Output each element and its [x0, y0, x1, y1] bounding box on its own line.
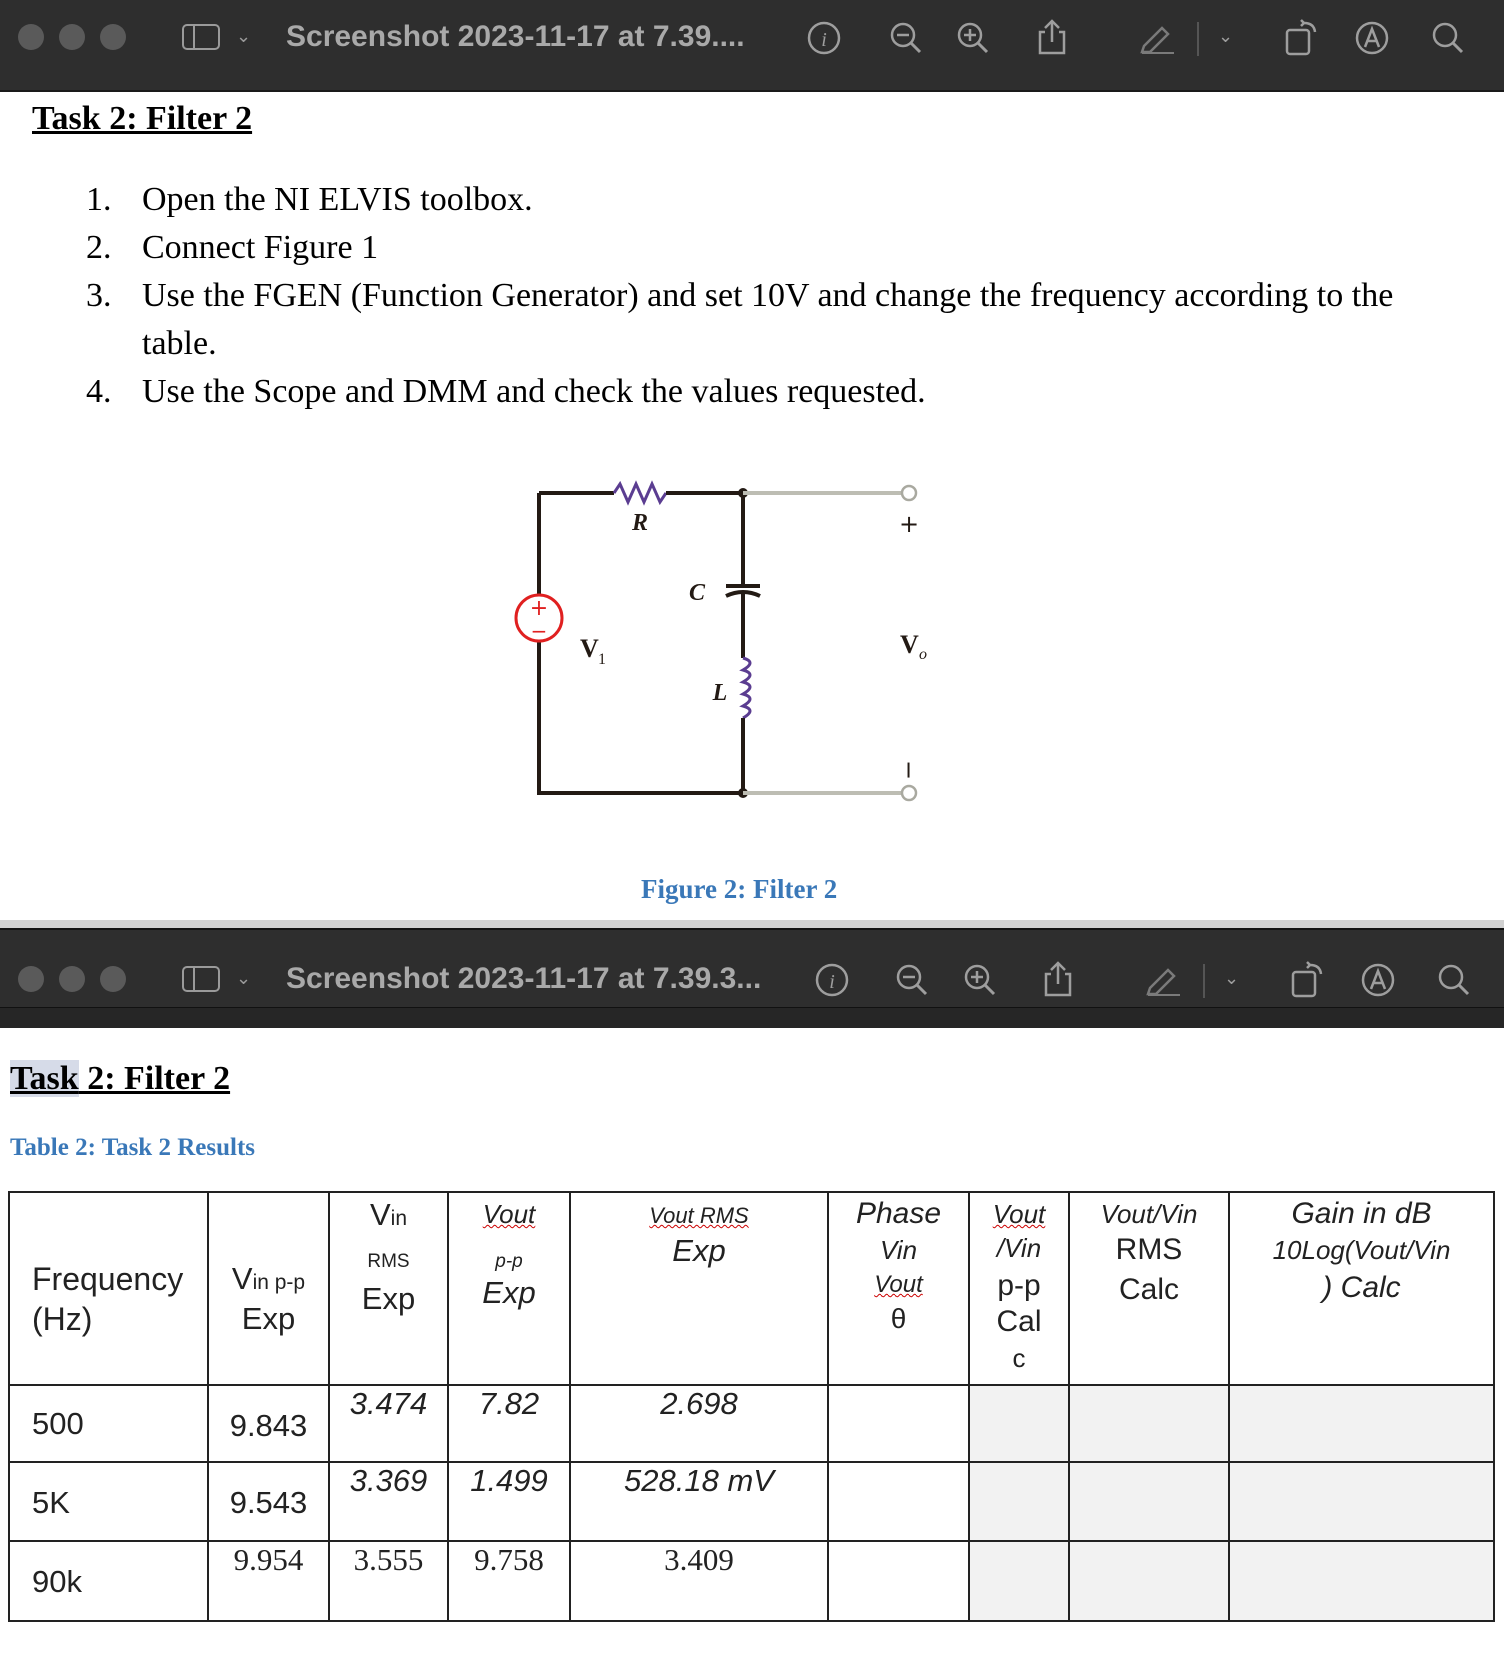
cell-frequency: 5K: [9, 1462, 208, 1541]
cell-vout-rms: 528.18 mV: [570, 1462, 828, 1541]
header-phase: Phase Vin Vout θ: [828, 1192, 969, 1385]
svg-text:i: i: [821, 29, 827, 51]
output-label-subscript: o: [919, 646, 927, 663]
window-2-titlebar: [0, 928, 1504, 1028]
window-1-titlebar: [0, 0, 1504, 92]
cell-phase[interactable]: [828, 1462, 969, 1541]
rotate-icon[interactable]: [1284, 18, 1320, 56]
cell-vin-pp: 9.843: [208, 1385, 329, 1462]
inductor-symbol: [743, 658, 750, 718]
output-label: V: [900, 630, 919, 659]
zoom-in-icon[interactable]: [955, 20, 991, 56]
minimize-button[interactable]: [59, 966, 85, 992]
cell-vin-rms: 3.369: [329, 1462, 448, 1541]
zoom-button[interactable]: [100, 24, 126, 50]
table-row: [9, 1385, 1494, 1462]
source-label-subscript: 1: [598, 651, 606, 668]
list-item: 3. Use the FGEN (Function Generator) and set 10V and change the frequency according to the table.: [86, 277, 1394, 362]
close-button[interactable]: [18, 24, 44, 50]
close-button[interactable]: [18, 966, 44, 992]
annotate-icon[interactable]: [1354, 20, 1390, 56]
cell-phase[interactable]: [828, 1541, 969, 1621]
list-item: 1. Open the NI ELVIS toolbox.: [86, 181, 533, 218]
cell-vin-pp: 9.543: [208, 1462, 329, 1541]
cell-frequency: 90k: [9, 1541, 208, 1621]
cell-vout-pp: 7.82: [448, 1385, 570, 1462]
window-divider: [0, 920, 1504, 928]
results-table: [8, 1191, 1495, 1622]
window-title: Screenshot 2023-11-17 at 7.39....: [286, 20, 745, 53]
source-minus: −: [530, 619, 548, 643]
cell-phase[interactable]: [828, 1385, 969, 1462]
chevron-down-icon[interactable]: ⌄: [236, 968, 252, 989]
cell-ratio-pp[interactable]: [969, 1541, 1069, 1621]
cell-vout-pp: 9.758: [448, 1541, 570, 1621]
table-caption: Table 2: Task 2 Results: [10, 1134, 255, 1161]
header-vout-pp: Vout p-p Exp: [448, 1192, 570, 1385]
search-icon[interactable]: [1436, 962, 1472, 998]
minimize-button[interactable]: [59, 24, 85, 50]
table-row: [9, 1462, 1494, 1541]
resistor-label: R: [631, 510, 649, 536]
task-heading: Task 2: Filter 2: [10, 1060, 231, 1097]
info-icon[interactable]: [806, 20, 842, 56]
sidebar-toggle-icon[interactable]: [182, 24, 220, 50]
cell-ratio-rms[interactable]: [1069, 1541, 1229, 1621]
header-ratio-pp: Vout /Vin p-p Cal c: [969, 1192, 1069, 1385]
window-title: Screenshot 2023-11-17 at 7.39.3...: [286, 962, 762, 995]
list-item: 2. Connect Figure 1: [86, 229, 379, 266]
annotate-icon[interactable]: [1360, 962, 1396, 998]
cell-ratio-rms[interactable]: [1069, 1462, 1229, 1541]
cell-gain-db[interactable]: [1229, 1385, 1494, 1462]
header-gain-db: Gain in dB 10Log(Vout/Vin ) Calc: [1229, 1192, 1494, 1385]
titlebar-bottom-band: [0, 1007, 1504, 1028]
cell-frequency: 500: [9, 1385, 208, 1462]
sidebar-toggle-icon[interactable]: [182, 966, 220, 992]
source-label: V: [580, 634, 599, 663]
chevron-down-icon[interactable]: ⌄: [236, 26, 252, 47]
source-plus: +: [529, 596, 549, 621]
table-header-row: [9, 1192, 1494, 1385]
zoom-out-icon[interactable]: [894, 962, 930, 998]
toolbar-divider: [1197, 22, 1199, 56]
header-ratio-rms: Vout/Vin RMS Calc: [1069, 1192, 1229, 1385]
chevron-down-icon[interactable]: ⌄: [1224, 968, 1240, 989]
window-controls: [18, 966, 126, 992]
output-terminal-bottom: [902, 786, 916, 800]
output-plus: +: [898, 510, 920, 538]
cell-ratio-pp[interactable]: [969, 1385, 1069, 1462]
selected-text-highlight: Task: [10, 1060, 79, 1097]
instruction-list: [86, 176, 1466, 416]
info-icon[interactable]: [814, 962, 850, 998]
filter-circuit-diagram: [490, 468, 930, 808]
cell-gain-db[interactable]: [1229, 1541, 1494, 1621]
wire-left-bottom: [539, 642, 743, 793]
zoom-in-icon[interactable]: [962, 962, 998, 998]
header-vout-rms: Vout RMS Exp: [570, 1192, 828, 1385]
cell-gain-db[interactable]: [1229, 1462, 1494, 1541]
output-terminal-top: [902, 486, 916, 500]
rotate-icon[interactable]: [1290, 960, 1326, 998]
table-row: [9, 1541, 1494, 1621]
cell-vin-pp: 9.954: [208, 1541, 329, 1621]
cell-vout-rms: 3.409: [570, 1541, 828, 1621]
share-icon[interactable]: [1036, 18, 1068, 56]
figure-caption: Figure 2: Filter 2: [641, 874, 838, 904]
markup-pen-icon[interactable]: [1138, 20, 1178, 54]
cell-ratio-pp[interactable]: [969, 1462, 1069, 1541]
output-minus: −: [895, 759, 923, 781]
header-frequency: Frequency (Hz): [9, 1192, 208, 1385]
inductor-label: L: [712, 680, 728, 706]
cell-ratio-rms[interactable]: [1069, 1385, 1229, 1462]
list-item: 4. Use the Scope and DMM and check the values requested.: [86, 373, 926, 410]
cell-vout-pp: 1.499: [448, 1462, 570, 1541]
search-icon[interactable]: [1430, 20, 1466, 56]
zoom-out-icon[interactable]: [888, 20, 924, 56]
task-heading: Task 2: Filter 2: [32, 100, 253, 137]
resistor-symbol: [614, 484, 666, 502]
header-vin-rms: Vin RMS Exp: [329, 1192, 448, 1385]
header-vin-pp: Vin p-p Exp: [208, 1192, 329, 1385]
window-controls: [18, 24, 126, 50]
capacitor-label: C: [688, 580, 706, 606]
svg-text:i: i: [829, 971, 835, 993]
toolbar-divider: [1203, 964, 1205, 998]
cell-vout-rms: 2.698: [570, 1385, 828, 1462]
zoom-button[interactable]: [100, 966, 126, 992]
markup-pen-icon[interactable]: [1144, 962, 1184, 996]
chevron-down-icon[interactable]: ⌄: [1218, 26, 1234, 47]
share-icon[interactable]: [1042, 960, 1074, 998]
cell-vin-rms: 3.555: [329, 1541, 448, 1621]
cell-vin-rms: 3.474: [329, 1385, 448, 1462]
